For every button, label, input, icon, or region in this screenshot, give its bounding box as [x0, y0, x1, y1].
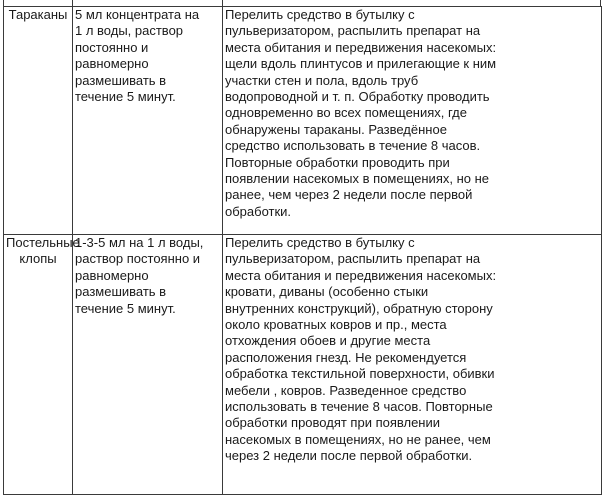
method-text: пульверизатором, распылить препарат на [225, 251, 481, 267]
dosage-text: равномерно [75, 267, 149, 283]
method-text: появлении насекомых в помещениях, но не [225, 171, 490, 187]
method-text: отхождения обоев и другие места [225, 333, 431, 349]
method-text: средство использовать в течение 8 часов. [225, 138, 481, 154]
method-text: насекомых в помещениях, но не ранее, чем [225, 431, 491, 447]
method-text: Перелить средство в бутылку с [225, 235, 415, 250]
method-text: водопроводной и т. п. Обработку проводить [225, 89, 490, 105]
method-cell [223, 7, 602, 235]
dosage-text: 1 л воды, раствор [75, 23, 184, 39]
method-text: обработки проводят при появлении [225, 415, 441, 431]
method-text: места обитания и передвижения насекомых: [225, 267, 497, 283]
usage-instructions-table [3, 6, 602, 495]
method-text: щели вдоль плинтусов и прилегающие к ним [225, 56, 497, 72]
dosage-cell [73, 235, 223, 495]
dosage-text: течение 5 минут. [75, 89, 176, 105]
pest-name: клопы [19, 251, 57, 267]
method-text: кровати, диваны (особенно стыки [225, 284, 429, 300]
dosage-text: 1-3-5 мл на 1 л воды, [75, 235, 204, 250]
method-text: через 2 недели после первой обработки. [225, 448, 473, 464]
dosage-text: постоянно и [75, 39, 149, 55]
method-text: одновременно во всех помещениях, где [225, 105, 467, 121]
method-text: ранее, чем через 2 недели после первой [225, 187, 473, 203]
method-text: обработки. [225, 203, 292, 219]
method-text: использовать в течение 8 часов. Повторные [225, 399, 493, 415]
method-text: расположения гнезд. Не рекомендуется [225, 349, 467, 365]
pest-name: Постельные [6, 235, 80, 250]
method-text: обработка текстильной поверхности, обивки [225, 366, 495, 382]
dosage-text: размешивать в [75, 72, 167, 88]
dosage-cell [73, 7, 223, 235]
method-text: Повторные обработки проводить при [225, 154, 450, 170]
method-text: обнаружены тараканы. Разведённое [225, 121, 447, 137]
dosage-text: течение 5 минут. [75, 300, 176, 316]
method-text: места обитания и передвижения насекомых: [225, 39, 497, 55]
method-text: пульверизатором, распылить препарат на [225, 23, 481, 39]
dosage-text: раствор постоянно и [75, 251, 201, 267]
method-cell [223, 235, 602, 495]
method-text: около кроватных ковров и пр., места [225, 317, 447, 333]
pest-name: Тараканы [8, 7, 68, 22]
pest-cell [4, 235, 80, 495]
table-row-cockroaches [4, 7, 602, 235]
method-text: Перелить средство в бутылку с [225, 7, 415, 22]
method-text: мебели , ковров. Разведенное средство [225, 382, 467, 398]
dosage-text: равномерно [75, 56, 149, 72]
dosage-text: 5 мл концентрата на [75, 7, 200, 22]
table-row-bedbugs [4, 235, 602, 495]
dosage-text: размешивать в [75, 284, 167, 300]
method-text: участки стен и пола, вдоль труб [225, 72, 419, 88]
method-text: внутренних конструкций), обратную сторону [225, 300, 493, 316]
pest-cell [4, 7, 73, 235]
